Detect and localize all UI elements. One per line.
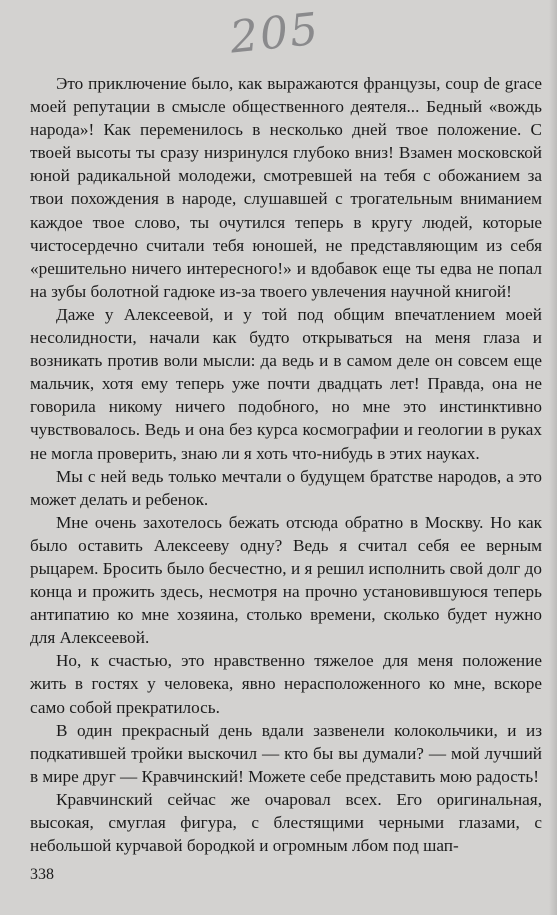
paragraph-7: Кравчинский сейчас же очаровал всех. Его оригинальная, высокая, смуглая фигура, с блестящими черными глазами, с небольшой курчавой бородкой и огромным лбом под шап- bbox=[30, 789, 542, 856]
paragraph-4: Мне очень захотелось бежать отсюда обратно в Москву. Но как было оставить Алексееву одну? Ведь я считал себя ее верным рыцарем. Бросить было бесчестно, и я решил исполнить свой долг до конца и прожить здесь, несмотря на прочно установившуюся теперь антипатию ко мне хозяина, столько времени, сколько будет нужно для Алексеевой. bbox=[30, 512, 542, 648]
paragraph-3: Мы с ней ведь только мечтали о будущем братстве народов, а это может делать и ребенок. bbox=[30, 466, 542, 509]
paragraph-6: В один прекрасный день вдали зазвенели колокольчики, и из подкатившей тройки выскочил — кто бы вы думали? — мой лучший в мире друг — Кравчинский! Можете себе представить мою радость! bbox=[30, 720, 542, 786]
body-text bbox=[30, 72, 542, 857]
paragraph-1: Это приключение было, как выражаются французы, coup de grace моей репутации в смысле общественного деятеля... Бедный «вождь народа»! Как переменилось в несколько дней твое положение. С твоей высоты ты сразу низринулся глубоко вниз! Взамен московской юной радикальной молодежи, смотревшей на тебя с обожанием за твои похождения в народе, слушавшей с трогательным вниманием каждое твое слово, ты очутился теперь в кругу людей, которые чистосердечно считали тебя юношей, не представляющим из себя «решительно ничего интересного!» и вдобавок еще ты едва не попал на зубы болотной гадюке из-за твоего увлечения научной книгой! bbox=[30, 74, 542, 301]
page-number: 338 bbox=[30, 866, 54, 883]
paragraph-2: Даже у Алексеевой, и у той под общим впечатлением моей несолидности, начали как будто открываться на меня глаза и возникать против воли мысли: да ведь и в самом деле он совсем еще мальчик, хотя ему теперь уже почти двадцать лет! Правда, она не говорила никому ничего подобного, но мне это инстинктивно чувствовалось. Ведь и она без курса космографии и геологии в руках не могла проверить, знаю ли я хоть что-нибудь в этих науках. bbox=[30, 304, 542, 463]
handwritten-page-note: 205 bbox=[227, 3, 323, 64]
paragraph-5: Но, к счастью, это нравственно тяжелое для меня положение жить в гостях у человека, явно нерасположенного ко мне, вскоре само собой прекратилось. bbox=[30, 651, 542, 717]
page-edge-shadow bbox=[549, 0, 557, 915]
